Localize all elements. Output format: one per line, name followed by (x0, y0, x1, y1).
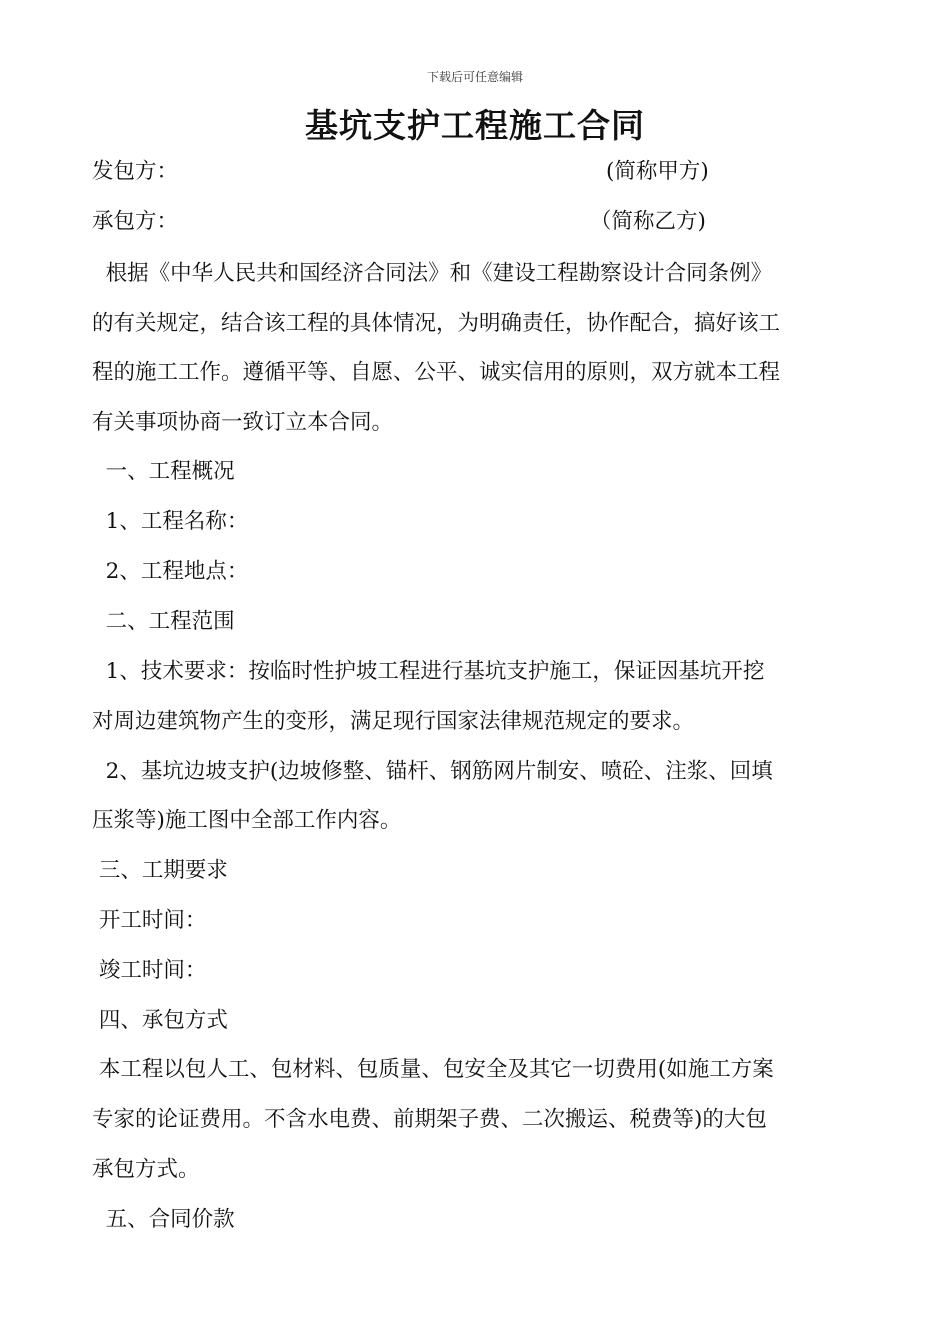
paragraph-line: 竣工时间： (92, 958, 207, 983)
section-heading: 四、承包方式 (92, 1008, 228, 1033)
paragraph-line: 专家的论证费用。不含水电费、前期架子费、二次搬运、税费等)的大包 (92, 1107, 767, 1132)
paragraph-line: 有关事项协商一致订立本合同。 (92, 410, 394, 435)
header-note: 下载后可任意编辑 (426, 70, 523, 84)
paragraph-line: 开工时间： (92, 908, 207, 933)
paragraph-line: 对周边建筑物产生的变形，满足现行国家法律规范规定的要求。 (92, 709, 695, 734)
paragraph-line: 的有关规定，结合该工程的具体情况，为明确责任，协作配合，搞好该工 (92, 311, 781, 336)
section-heading: 五、合同价款 (92, 1207, 235, 1232)
document-title: 基坑支护工程施工合同 (305, 106, 645, 145)
paragraph-line: 2、基坑边坡支护(边坡修整、锚杆、钢筋网片制安、喷砼、注浆、回填 (92, 759, 773, 784)
paragraph-line: 2、工程地点： (92, 559, 249, 584)
paragraph-line: 压浆等)施工图中全部工作内容。 (92, 808, 402, 833)
paragraph-line: 1、工程名称： (92, 509, 249, 534)
paragraph-line: 本工程以包人工、包材料、包质量、包安全及其它一切费用(如施工方案 (92, 1057, 774, 1082)
paragraph-line: 程的施工工作。遵循平等、自愿、公平、诚实信用的原则，双方就本工程 (92, 360, 781, 385)
paragraph-line: 承包方式。 (92, 1157, 200, 1182)
contractor-note: （简称乙方) (590, 209, 706, 234)
section-heading: 三、工期要求 (92, 858, 228, 883)
paragraph-line: 1、技术要求：按临时性护坡工程进行基坑支护施工，保证因基坑开挖 (92, 659, 765, 684)
section-heading: 二、工程范围 (92, 609, 235, 634)
contractor-label: 承包方： (92, 209, 179, 234)
paragraph-line: 根据《中华人民共和国经济合同法》和《建设工程勘察设计合同条例》 (92, 261, 773, 286)
issuer-label: 发包方： (92, 159, 179, 184)
issuer-note: (简称甲方) (606, 159, 709, 184)
section-heading: 一、工程概况 (92, 459, 235, 484)
